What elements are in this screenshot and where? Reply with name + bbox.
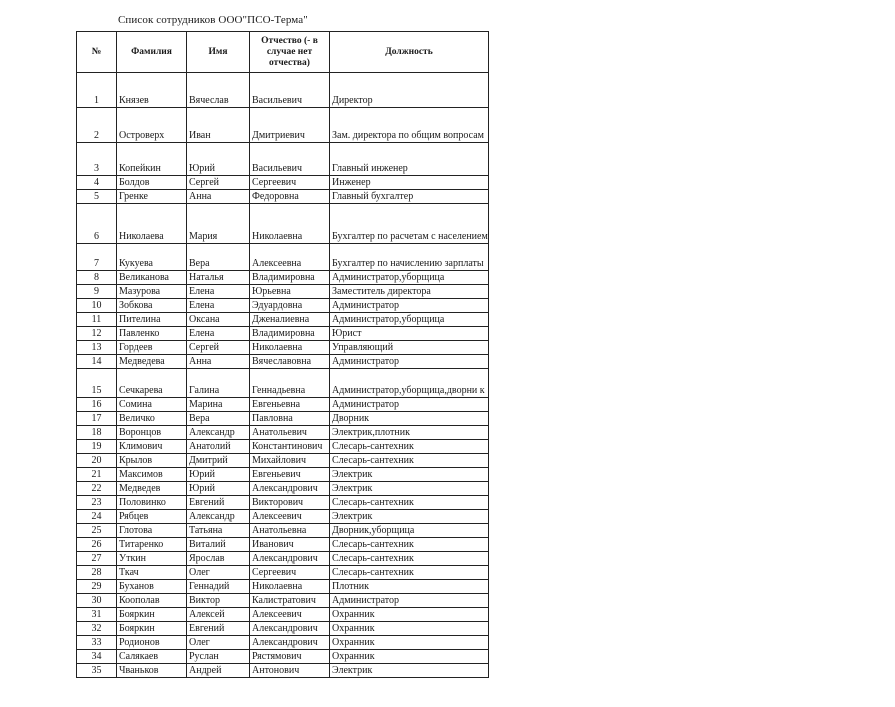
position-cell: Слесарь-сантехник bbox=[330, 566, 489, 580]
position-cell: Администратор bbox=[330, 355, 489, 369]
position-cell: Администратор bbox=[330, 299, 489, 313]
middle-name-cell: Дмитриевич bbox=[250, 108, 330, 143]
first-name-cell: Дмитрий bbox=[187, 454, 250, 468]
row-number: 11 bbox=[77, 313, 117, 327]
last-name-cell: Глотова bbox=[117, 524, 187, 538]
middle-name-cell: Владимировна bbox=[250, 271, 330, 285]
middle-name-cell: Александрович bbox=[250, 622, 330, 636]
middle-name-cell: Николаевна bbox=[250, 580, 330, 594]
position-cell: Администратор,уборщица bbox=[330, 271, 489, 285]
last-name-cell: Пителина bbox=[117, 313, 187, 327]
row-number: 33 bbox=[77, 636, 117, 650]
row-number: 35 bbox=[77, 664, 117, 678]
position-cell: Охранник bbox=[330, 622, 489, 636]
first-name-cell: Оксана bbox=[187, 313, 250, 327]
row-number: 34 bbox=[77, 650, 117, 664]
position-cell: Главный инженер bbox=[330, 143, 489, 176]
table-row bbox=[77, 510, 489, 524]
header-first-name: Имя bbox=[187, 32, 250, 73]
first-name-cell: Евгений bbox=[187, 622, 250, 636]
first-name-cell: Юрий bbox=[187, 468, 250, 482]
row-number: 30 bbox=[77, 594, 117, 608]
middle-name-cell: Анатольевич bbox=[250, 426, 330, 440]
position-cell: Охранник bbox=[330, 650, 489, 664]
row-number: 3 bbox=[77, 143, 117, 176]
row-number: 19 bbox=[77, 440, 117, 454]
staff-table bbox=[76, 31, 489, 678]
position-cell: Юрист bbox=[330, 327, 489, 341]
last-name-cell: Князев bbox=[117, 73, 187, 108]
position-cell: Директор bbox=[330, 73, 489, 108]
first-name-cell: Юрий bbox=[187, 482, 250, 496]
first-name-cell: Марина bbox=[187, 398, 250, 412]
middle-name-cell: Васильевич bbox=[250, 73, 330, 108]
table-row bbox=[77, 468, 489, 482]
first-name-cell: Андрей bbox=[187, 664, 250, 678]
middle-name-cell: Викторович bbox=[250, 496, 330, 510]
first-name-cell: Сергей bbox=[187, 176, 250, 190]
first-name-cell: Анатолий bbox=[187, 440, 250, 454]
header-middle-name: Отчество (- в случае нет отчества) bbox=[250, 32, 330, 73]
last-name-cell: Воронцов bbox=[117, 426, 187, 440]
first-name-cell: Сергей bbox=[187, 341, 250, 355]
last-name-cell: Бояркин bbox=[117, 608, 187, 622]
first-name-cell: Елена bbox=[187, 299, 250, 313]
table-row bbox=[77, 622, 489, 636]
first-name-cell: Анна bbox=[187, 355, 250, 369]
row-number: 12 bbox=[77, 327, 117, 341]
position-cell: Электрик bbox=[330, 664, 489, 678]
last-name-cell: Климович bbox=[117, 440, 187, 454]
last-name-cell: Ткач bbox=[117, 566, 187, 580]
last-name-cell: Павленко bbox=[117, 327, 187, 341]
position-cell: Электрик bbox=[330, 510, 489, 524]
first-name-cell: Вера bbox=[187, 412, 250, 426]
table-row bbox=[77, 190, 489, 204]
table-row bbox=[77, 412, 489, 426]
row-number: 17 bbox=[77, 412, 117, 426]
first-name-cell: Алексей bbox=[187, 608, 250, 622]
middle-name-cell: Владимировна bbox=[250, 327, 330, 341]
table-row bbox=[77, 566, 489, 580]
row-number: 32 bbox=[77, 622, 117, 636]
position-cell: Электрик bbox=[330, 468, 489, 482]
middle-name-cell: Евгеньевна bbox=[250, 398, 330, 412]
table-row bbox=[77, 285, 489, 299]
position-cell: Инженер bbox=[330, 176, 489, 190]
position-cell: Слесарь-сантехник bbox=[330, 552, 489, 566]
middle-name-cell: Константинович bbox=[250, 440, 330, 454]
position-cell: Дворник bbox=[330, 412, 489, 426]
last-name-cell: Медведева bbox=[117, 355, 187, 369]
position-cell: Администратор bbox=[330, 398, 489, 412]
middle-name-cell: Иванович bbox=[250, 538, 330, 552]
row-number: 29 bbox=[77, 580, 117, 594]
position-cell: Слесарь-сантехник bbox=[330, 496, 489, 510]
middle-name-cell: Александрович bbox=[250, 636, 330, 650]
table-row bbox=[77, 176, 489, 190]
staff-table-body bbox=[77, 73, 489, 678]
middle-name-cell: Александрович bbox=[250, 482, 330, 496]
table-row bbox=[77, 143, 489, 176]
row-number: 2 bbox=[77, 108, 117, 143]
first-name-cell: Елена bbox=[187, 285, 250, 299]
document-title: Список сотрудников ООО"ПСО-Терма" bbox=[118, 14, 308, 26]
row-number: 18 bbox=[77, 426, 117, 440]
first-name-cell: Олег bbox=[187, 566, 250, 580]
row-number: 6 bbox=[77, 204, 117, 244]
table-row bbox=[77, 398, 489, 412]
table-row bbox=[77, 341, 489, 355]
first-name-cell: Татьяна bbox=[187, 524, 250, 538]
first-name-cell: Александр bbox=[187, 426, 250, 440]
position-cell: Администратор bbox=[330, 594, 489, 608]
middle-name-cell: Павловна bbox=[250, 412, 330, 426]
first-name-cell: Руслан bbox=[187, 650, 250, 664]
last-name-cell: Салякаев bbox=[117, 650, 187, 664]
middle-name-cell: Юрьевна bbox=[250, 285, 330, 299]
table-row bbox=[77, 108, 489, 143]
row-number: 14 bbox=[77, 355, 117, 369]
last-name-cell: Медведев bbox=[117, 482, 187, 496]
middle-name-cell: Антонович bbox=[250, 664, 330, 678]
first-name-cell: Вера bbox=[187, 244, 250, 271]
middle-name-cell: Михайлович bbox=[250, 454, 330, 468]
row-number: 25 bbox=[77, 524, 117, 538]
last-name-cell: Сомина bbox=[117, 398, 187, 412]
position-cell: Бухгалтер по расчетам с населением bbox=[330, 204, 489, 244]
position-cell: Охранник bbox=[330, 608, 489, 622]
table-row bbox=[77, 524, 489, 538]
middle-name-cell: Николаевна bbox=[250, 341, 330, 355]
last-name-cell: Крылов bbox=[117, 454, 187, 468]
row-number: 21 bbox=[77, 468, 117, 482]
last-name-cell: Родионов bbox=[117, 636, 187, 650]
row-number: 7 bbox=[77, 244, 117, 271]
first-name-cell: Юрий bbox=[187, 143, 250, 176]
middle-name-cell: Николаевна bbox=[250, 204, 330, 244]
row-number: 9 bbox=[77, 285, 117, 299]
header-last-name: Фамилия bbox=[117, 32, 187, 73]
middle-name-cell: Александрович bbox=[250, 552, 330, 566]
table-row bbox=[77, 355, 489, 369]
last-name-cell: Половинко bbox=[117, 496, 187, 510]
middle-name-cell: Евгеньевич bbox=[250, 468, 330, 482]
middle-name-cell: Сергеевич bbox=[250, 566, 330, 580]
table-row bbox=[77, 426, 489, 440]
last-name-cell: Уткин bbox=[117, 552, 187, 566]
table-row bbox=[77, 440, 489, 454]
table-row bbox=[77, 580, 489, 594]
last-name-cell: Кукуева bbox=[117, 244, 187, 271]
row-number: 10 bbox=[77, 299, 117, 313]
table-row bbox=[77, 608, 489, 622]
table-row bbox=[77, 244, 489, 271]
row-number: 26 bbox=[77, 538, 117, 552]
first-name-cell: Виталий bbox=[187, 538, 250, 552]
table-header-row bbox=[77, 32, 489, 73]
middle-name-cell: Алексеевич bbox=[250, 608, 330, 622]
last-name-cell: Бояркин bbox=[117, 622, 187, 636]
first-name-cell: Анна bbox=[187, 190, 250, 204]
position-cell: Управляющий bbox=[330, 341, 489, 355]
last-name-cell: Титаренко bbox=[117, 538, 187, 552]
middle-name-cell: Дженалиевна bbox=[250, 313, 330, 327]
position-cell: Администратор,уборщица,дворни к bbox=[330, 369, 489, 398]
last-name-cell: Величко bbox=[117, 412, 187, 426]
table-row bbox=[77, 538, 489, 552]
row-number: 5 bbox=[77, 190, 117, 204]
last-name-cell: Максимов bbox=[117, 468, 187, 482]
table-row bbox=[77, 664, 489, 678]
row-number: 31 bbox=[77, 608, 117, 622]
table-row bbox=[77, 496, 489, 510]
last-name-cell: Мазурова bbox=[117, 285, 187, 299]
table-row bbox=[77, 327, 489, 341]
header-num: № bbox=[77, 32, 117, 73]
row-number: 13 bbox=[77, 341, 117, 355]
position-cell: Плотник bbox=[330, 580, 489, 594]
first-name-cell: Вячеслав bbox=[187, 73, 250, 108]
table-row bbox=[77, 454, 489, 468]
table-row bbox=[77, 594, 489, 608]
row-number: 20 bbox=[77, 454, 117, 468]
first-name-cell: Геннадий bbox=[187, 580, 250, 594]
position-cell: Электрик,плотник bbox=[330, 426, 489, 440]
position-cell: Слесарь-сантехник bbox=[330, 440, 489, 454]
header-position: Должность bbox=[330, 32, 489, 73]
first-name-cell: Ярослав bbox=[187, 552, 250, 566]
last-name-cell: Сечкарева bbox=[117, 369, 187, 398]
first-name-cell: Александр bbox=[187, 510, 250, 524]
row-number: 1 bbox=[77, 73, 117, 108]
position-cell: Электрик bbox=[330, 482, 489, 496]
last-name-cell: Чваньков bbox=[117, 664, 187, 678]
row-number: 22 bbox=[77, 482, 117, 496]
middle-name-cell: Калистратович bbox=[250, 594, 330, 608]
middle-name-cell: Васильевич bbox=[250, 143, 330, 176]
position-cell: Дворник,уборщица bbox=[330, 524, 489, 538]
middle-name-cell: Рястямович bbox=[250, 650, 330, 664]
position-cell: Главный бухгалтер bbox=[330, 190, 489, 204]
last-name-cell: Зобкова bbox=[117, 299, 187, 313]
table-row bbox=[77, 369, 489, 398]
row-number: 28 bbox=[77, 566, 117, 580]
middle-name-cell: Федоровна bbox=[250, 190, 330, 204]
last-name-cell: Гордеев bbox=[117, 341, 187, 355]
table-row bbox=[77, 299, 489, 313]
table-row bbox=[77, 552, 489, 566]
position-cell: Заместитель директора bbox=[330, 285, 489, 299]
row-number: 15 bbox=[77, 369, 117, 398]
position-cell: Администратор,уборщица bbox=[330, 313, 489, 327]
table-row bbox=[77, 204, 489, 244]
table-row bbox=[77, 650, 489, 664]
last-name-cell: Островерх bbox=[117, 108, 187, 143]
first-name-cell: Галина bbox=[187, 369, 250, 398]
last-name-cell: Буханов bbox=[117, 580, 187, 594]
first-name-cell: Наталья bbox=[187, 271, 250, 285]
middle-name-cell: Эдуардовна bbox=[250, 299, 330, 313]
position-cell: Слесарь-сантехник bbox=[330, 454, 489, 468]
table-row bbox=[77, 636, 489, 650]
row-number: 4 bbox=[77, 176, 117, 190]
middle-name-cell: Вячеславовна bbox=[250, 355, 330, 369]
middle-name-cell: Алексеевич bbox=[250, 510, 330, 524]
table-row bbox=[77, 313, 489, 327]
position-cell: Слесарь-сантехник bbox=[330, 538, 489, 552]
first-name-cell: Иван bbox=[187, 108, 250, 143]
last-name-cell: Коополав bbox=[117, 594, 187, 608]
middle-name-cell: Алексеевна bbox=[250, 244, 330, 271]
table-row bbox=[77, 271, 489, 285]
last-name-cell: Николаева bbox=[117, 204, 187, 244]
last-name-cell: Болдов bbox=[117, 176, 187, 190]
middle-name-cell: Геннадьевна bbox=[250, 369, 330, 398]
table-row bbox=[77, 73, 489, 108]
middle-name-cell: Сергеевич bbox=[250, 176, 330, 190]
last-name-cell: Великанова bbox=[117, 271, 187, 285]
first-name-cell: Мария bbox=[187, 204, 250, 244]
position-cell: Зам. директора по общим вопросам bbox=[330, 108, 489, 143]
row-number: 27 bbox=[77, 552, 117, 566]
middle-name-cell: Анатольевна bbox=[250, 524, 330, 538]
row-number: 8 bbox=[77, 271, 117, 285]
table-row bbox=[77, 482, 489, 496]
position-cell: Бухгалтер по начислению зарплаты bbox=[330, 244, 489, 271]
last-name-cell: Гренке bbox=[117, 190, 187, 204]
last-name-cell: Рябцев bbox=[117, 510, 187, 524]
first-name-cell: Виктор bbox=[187, 594, 250, 608]
row-number: 16 bbox=[77, 398, 117, 412]
row-number: 24 bbox=[77, 510, 117, 524]
row-number: 23 bbox=[77, 496, 117, 510]
last-name-cell: Копейкин bbox=[117, 143, 187, 176]
first-name-cell: Елена bbox=[187, 327, 250, 341]
first-name-cell: Евгений bbox=[187, 496, 250, 510]
position-cell: Охранник bbox=[330, 636, 489, 650]
first-name-cell: Олег bbox=[187, 636, 250, 650]
